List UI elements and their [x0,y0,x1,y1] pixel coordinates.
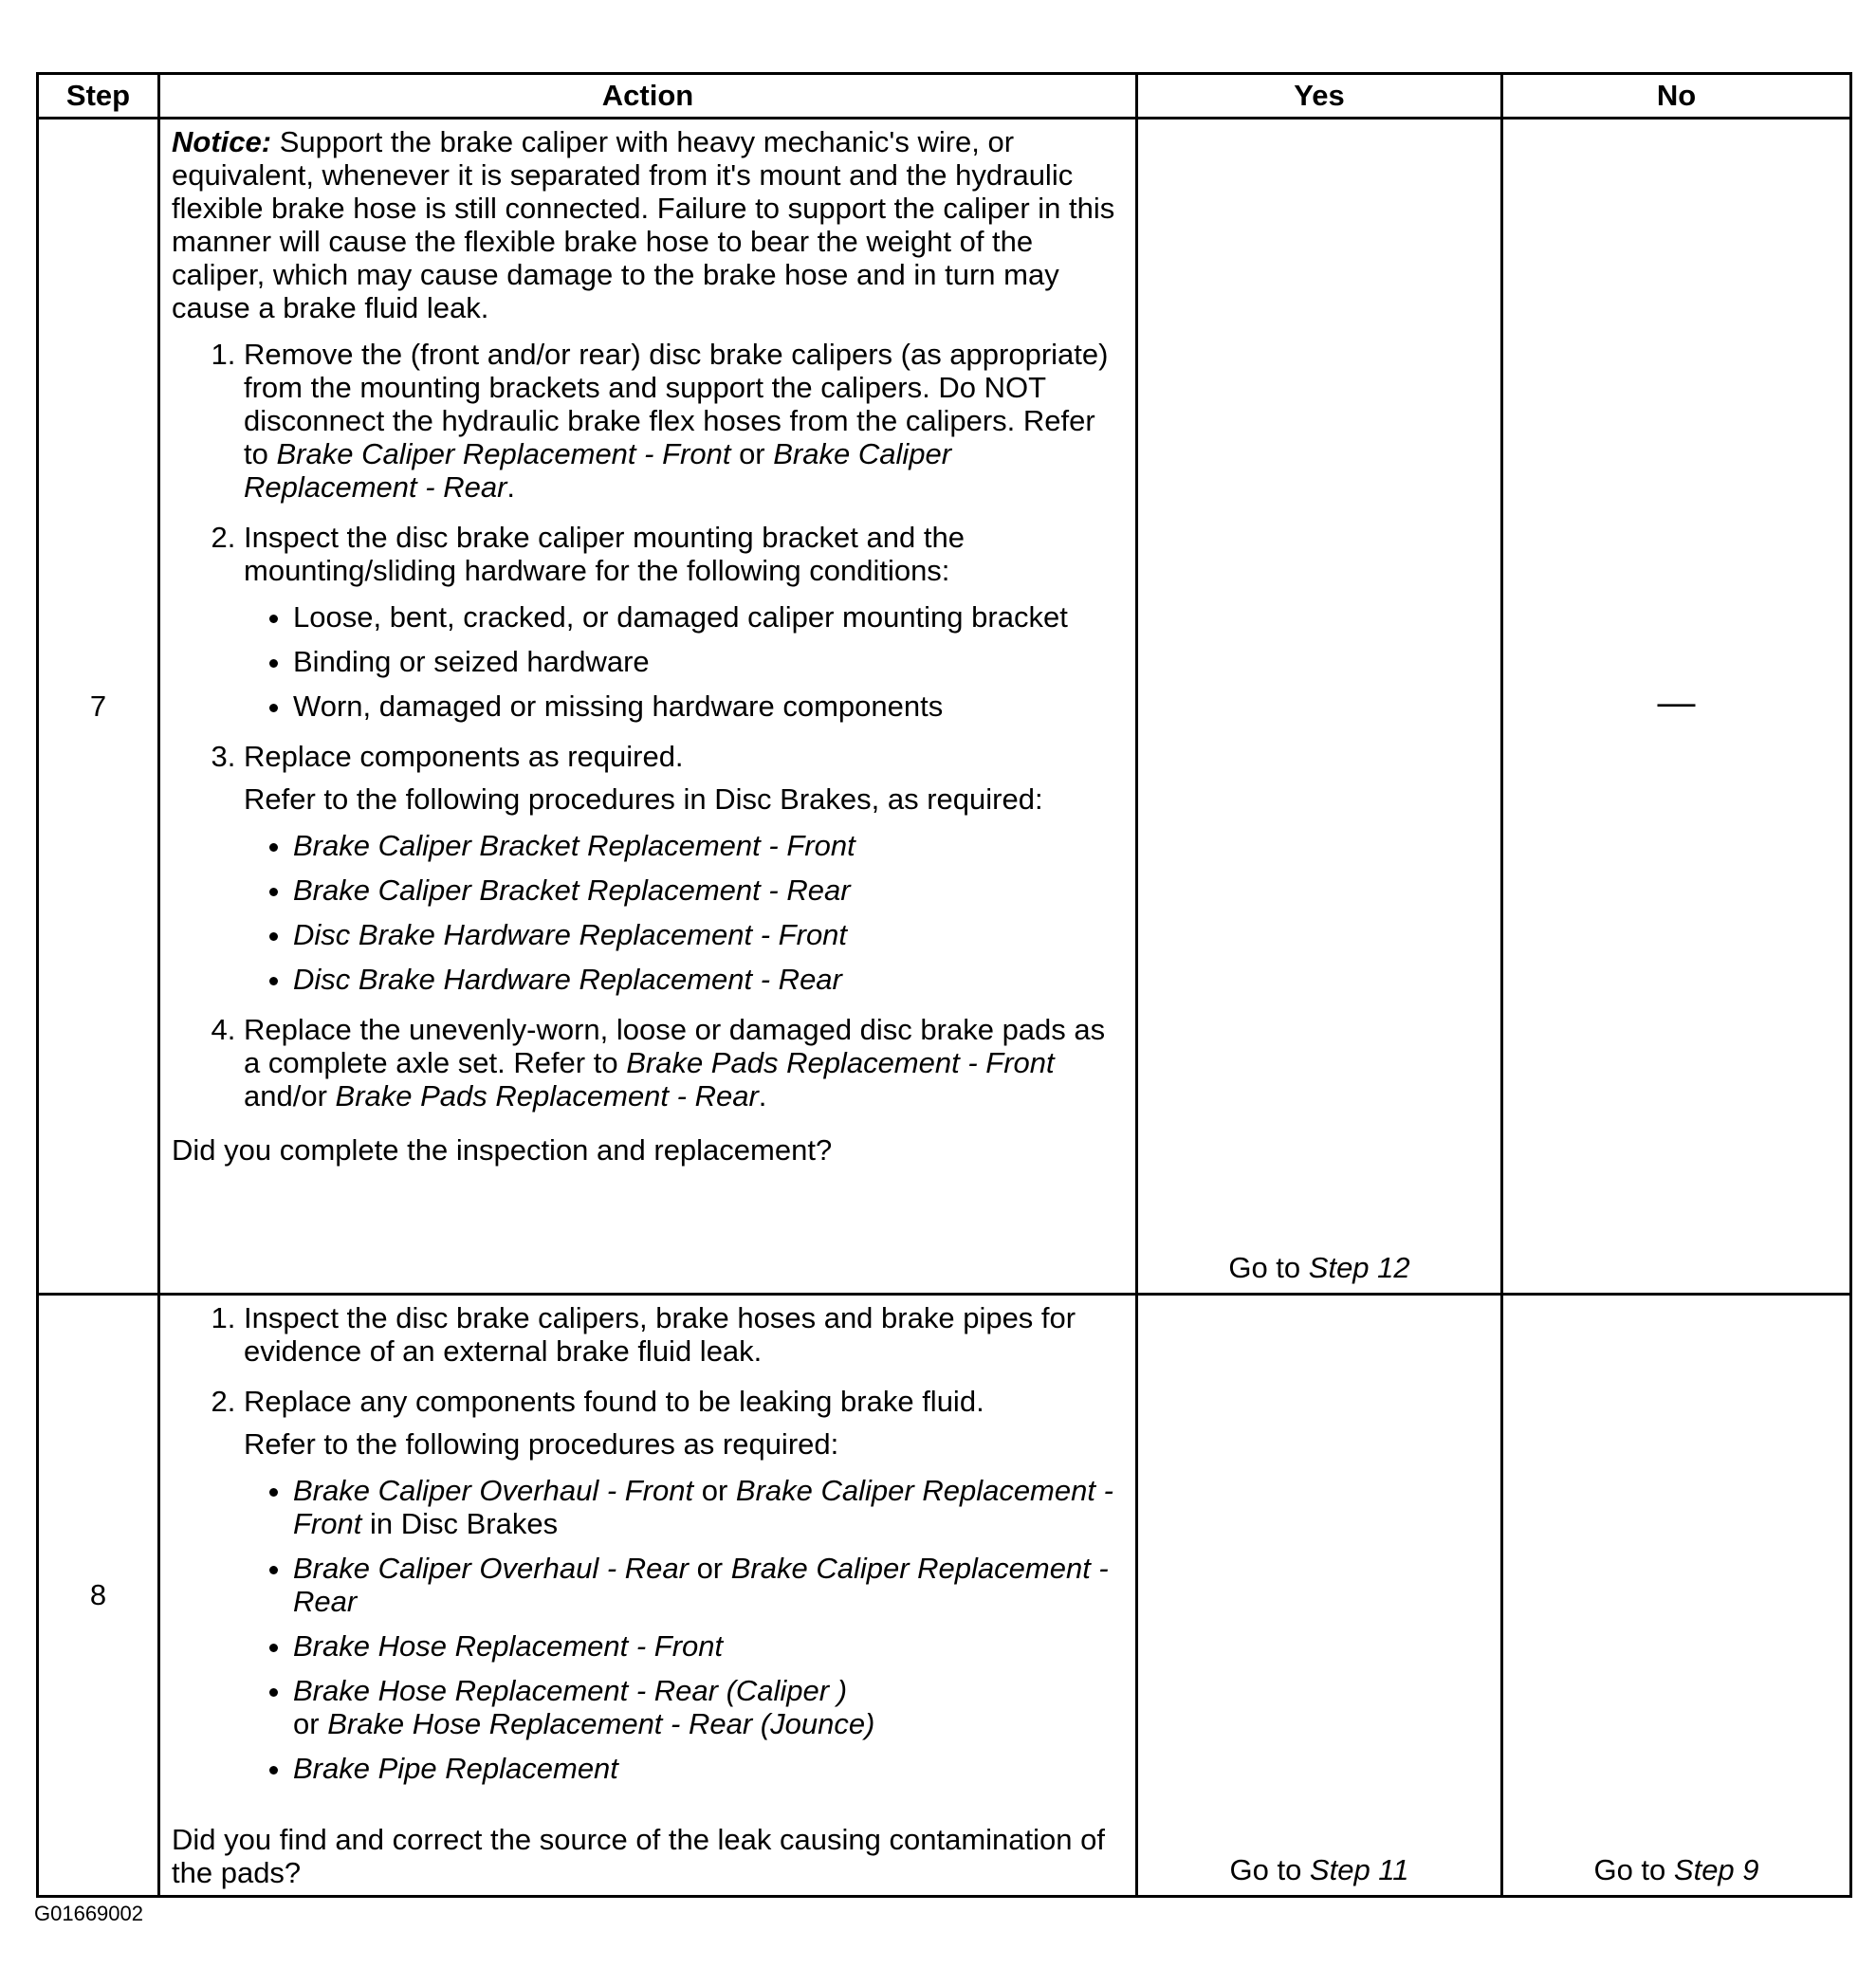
figure-id: G01669002 [34,1902,143,1925]
step-7-substep-3-note: Refer to the following procedures in Disc Brakes, as required: [244,782,1043,816]
step-8-substep-1: 1. Inspect the disc brake calipers, brake hoses and brake pipes for evidence of an external brake fluid leak. [244,1301,1126,1368]
step-7-notice [172,125,1126,324]
step-8-action [159,1295,1137,1897]
step-7-yes: Go to Step 12 [1137,119,1502,1295]
notice-label: Notice: [172,125,272,158]
list-item: • Brake Hose Replacement - Front [293,1629,1126,1663]
step-7-procedures-list [244,829,1126,996]
header-step: Step [38,74,159,119]
notice-text: Support the brake caliper with heavy mechanic's wire, or equivalent, whenever it is separated from it's mount and the hydraulic flexible brake hose is still connected. Failure to support the caliper in this manner will cause the flexible brake hose to bear the weight of the caliper, which may cause damage to the brake hose and in turn may cause a brake fluid leak. [172,125,1115,324]
ref-link: Brake Caliper Replacement - Rear [244,437,952,504]
step-7-yes-target: Step 12 [1308,1251,1410,1284]
list-item: • Binding or seized hardware [293,645,1126,678]
step-7-conditions-list [244,600,1126,723]
list-item: • Brake Hose Replacement - Rear (Caliper ) or Brake Hose Replacement - Rear (Jounce) [293,1674,1126,1740]
step-8-number: 8 [38,1295,159,1897]
step-8-yes-target: Step 11 [1309,1853,1409,1886]
list-item: • Brake Caliper Bracket Replacement - Front [293,829,1126,862]
list-item: • Brake Caliper Overhaul - Rear or Brake Caliper Replacement - Rear [293,1552,1126,1618]
step-8-substep-2-note: Refer to the following procedures as required: [244,1427,839,1461]
step-8-yes: Go to Step 11 [1137,1295,1502,1897]
step-8-no-target: Step 9 [1673,1853,1759,1886]
ref-link: Brake Pads Replacement - Front [626,1046,1055,1079]
step-7-no: — [1502,119,1851,1295]
diagnostic-procedure-table [36,72,1852,1898]
step-7-action [159,119,1137,1295]
step-8-question: Did you find and correct the source of the leak causing contamination of the pads? [172,1823,1105,1889]
list-item: • Brake Pipe Replacement [293,1752,1126,1785]
step-7-row [38,119,1851,1295]
header-row [38,74,1851,119]
ref-link: Brake Caliper Replacement - Front [276,437,731,470]
list-item: • Worn, damaged or missing hardware components [293,690,1126,723]
header-action: Action [159,74,1137,119]
step-7-substep-3: 3. Replace components as required. Refer to the following procedures in Disc Brakes, as required: • Brake Caliper Bracket Replacement - Front • Brake Caliper Bracket Replacement - Rear • Disc Brake Hardware Replacement - Front • Disc Brake Hardware Replacement - Rear [244,740,1126,996]
step-8-substeps [172,1301,1126,1785]
list-item: • Disc Brake Hardware Replacement - Front [293,918,1126,951]
step-7-substep-1: 1. Remove the (front and/or rear) disc brake calipers (as appropriate) from the mounting brackets and support the calipers. Do NOT disconnect the hydraulic brake flex hoses from the calipers. Refer to Brake Caliper Replacement - Front or Brake Caliper Replacement - Rear. [244,338,1126,504]
step-7-substeps [172,338,1126,1113]
header-no: No [1502,74,1851,119]
step-8-procedures-list [244,1474,1126,1785]
step-8-row [38,1295,1851,1897]
step-7-substep-4: 4. Replace the unevenly-worn, loose or damaged disc brake pads as a complete axle set. Refer to Brake Pads Replacement - Front and/or Brake Pads Replacement - Rear. [244,1013,1126,1113]
ref-link: Brake Pads Replacement - Rear [335,1079,759,1113]
step-7-substep-2: 2. Inspect the disc brake caliper mounting bracket and the mounting/sliding hardware for the following conditions: • Loose, bent, cracked, or damaged caliper mounting bracket • Binding or seized hardware • Worn, damaged or missing hardware components [244,521,1126,723]
list-item: • Brake Caliper Overhaul - Front or Brake Caliper Replacement - Front in Disc Brakes [293,1474,1126,1540]
list-item: • Disc Brake Hardware Replacement - Rear [293,963,1126,996]
step-8-substep-2: 2. Replace any components found to be leaking brake fluid. Refer to the following procedures as required: • Brake Caliper Overhaul - Front or Brake Caliper Replacement - Front in Disc Brakes • Brake Caliper Overhaul - Rear or Brake Caliper Replacement - Rear • Brake Hose Replacement - Front • Brake Hose Replacement - Rear (Caliper ) or Brake Hose Replacement - Rear (Jounce) • Brake Pipe Replacement [244,1385,1126,1785]
list-item: • Loose, bent, cracked, or damaged caliper mounting bracket [293,600,1126,634]
list-item: • Brake Caliper Bracket Replacement - Rear [293,873,1126,907]
header-yes: Yes [1137,74,1502,119]
step-7-number: 7 [38,119,159,1295]
step-8-no: Go to Step 9 [1502,1295,1851,1897]
step-7-question: Did you complete the inspection and replacement? [172,1133,833,1167]
